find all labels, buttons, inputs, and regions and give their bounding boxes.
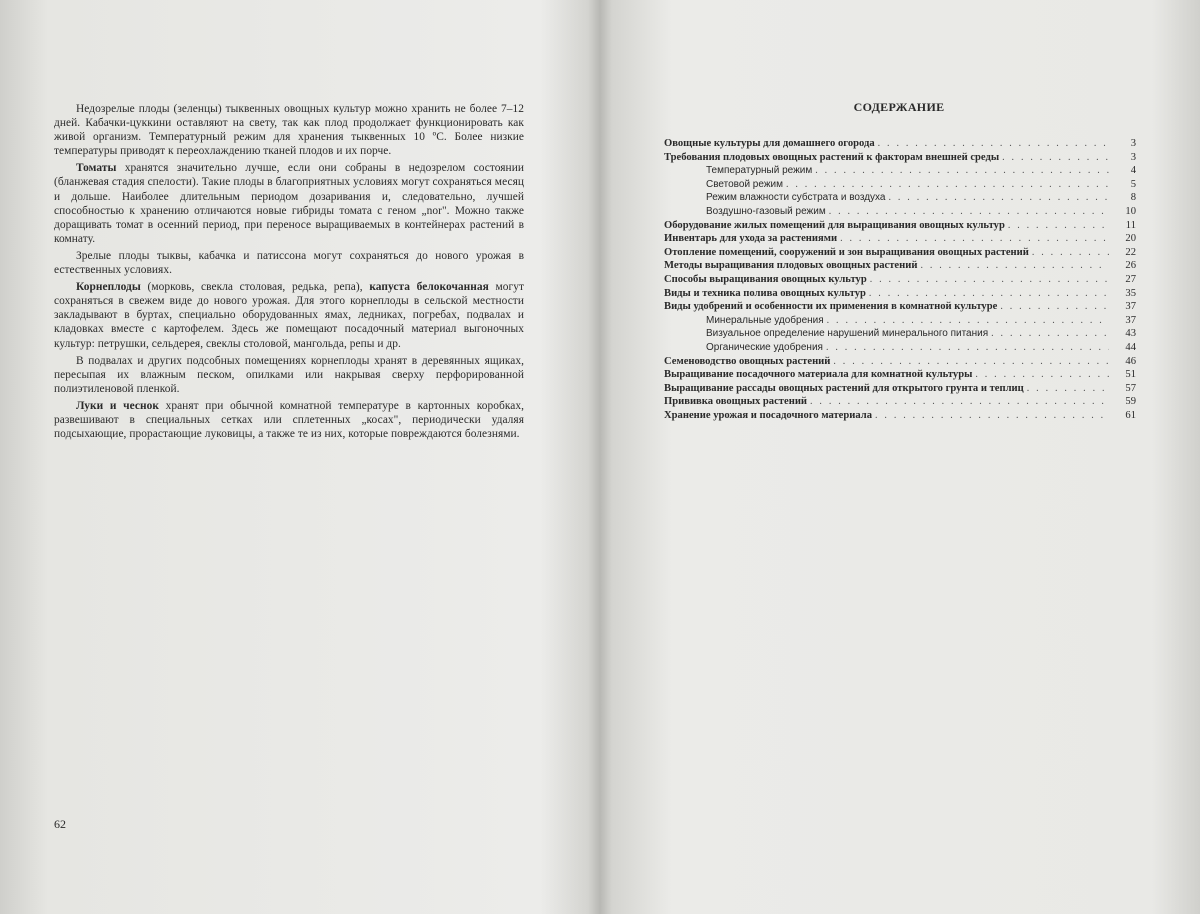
- paragraph-text: Недозрелые плоды (зеленцы) тыквенных овощных культур можно хранить не более 7–12 дней. Кабачки-цуккини оставляют на свету, так как плод продолжает функционировать как живой организм. Температурный режим для хранения тыквенных 10 ºС. Более низкие температуры приводят к переохлаждению тканей плодов и их порче.: [54, 103, 524, 158]
- term-tomatoes: Томаты: [76, 162, 117, 175]
- toc-entry-title: Режим влажности субстрата и воздуха: [706, 192, 886, 204]
- toc-entry-title: Температурный режим: [706, 165, 813, 177]
- paragraph-cellars: [54, 354, 524, 396]
- toc-leader-dots: [878, 137, 1109, 151]
- toc-entry-page: 37: [1125, 314, 1136, 326]
- toc-leader-dots: [786, 178, 1109, 192]
- toc-entry-page: 8: [1130, 192, 1136, 204]
- toc-entry-page: 59: [1125, 396, 1136, 408]
- toc-entry-title: Минеральные удобрения: [706, 314, 824, 326]
- toc-entry: [664, 246, 1136, 260]
- toc-entry-title: Оборудование жилых помещений для выращивания овощных культур: [664, 219, 1005, 231]
- toc-entry-page: 51: [1125, 369, 1136, 381]
- toc-entry-page: 61: [1125, 409, 1136, 421]
- left-page: [0, 0, 598, 914]
- toc-entry-title: Воздушно-газовый режим: [706, 205, 826, 217]
- toc-subentry: [664, 164, 1136, 178]
- toc-entry: [664, 368, 1136, 382]
- toc-leader-dots: [1032, 246, 1109, 260]
- paragraph-root-crops: [54, 280, 524, 350]
- toc-entry-title: Выращивание посадочного материала для комнатной культуры: [664, 369, 973, 381]
- toc-entry-page: 22: [1125, 246, 1136, 258]
- toc-heading: СОДЕРЖАНИЕ: [853, 100, 945, 114]
- right-page: [602, 0, 1200, 914]
- toc-entry: [664, 273, 1136, 287]
- toc-entry-title: Виды и техника полива овощных культур: [664, 287, 866, 299]
- paragraph-text: Зрелые плоды тыквы, кабачка и патиссона могут сохраняться до нового урожая в естественных условиях.: [54, 249, 524, 277]
- toc-entry-title: Способы выращивания овощных культур: [664, 273, 867, 285]
- toc-entry-title: Семеноводство овощных растений: [664, 355, 831, 367]
- toc-entry-title: Выращивание рассады овощных растений для открытого грунта и теплиц: [664, 382, 1024, 394]
- toc-entry-page: 10: [1125, 205, 1136, 217]
- toc-entry-page: 26: [1125, 260, 1136, 272]
- term-cabbage: капуста белокочанная: [369, 281, 489, 294]
- toc-entry-title: Виды удобрений и особенности их применения в комнатной культуре: [664, 301, 998, 313]
- paragraph-text: (морковь, свекла столовая, редька, репа),: [140, 281, 370, 294]
- toc-entry-title: Хранение урожая и посадочного материала: [664, 409, 873, 421]
- paragraph-text: могут сохраняться в свежем виде до нового урожая. Для этого корнеплоды в сельской местности закладывают в буртах, специально оборудованных ямах, ледниках, погребах, подвалах и кладовках вместе с картофелем. Здесь же помещают посадочный материал выгоночных культур: петрушки, сельдерея, свеклы столовой, мангольда, репы и др.: [54, 281, 524, 350]
- term-root-crops: Корнеплоды: [76, 281, 141, 294]
- toc-entry-page: 46: [1125, 355, 1136, 367]
- toc-entry: [664, 287, 1136, 301]
- storage-text: [54, 102, 524, 444]
- toc-entry-page: 11: [1125, 219, 1136, 231]
- term-onions-garlic: Луки и чеснок: [76, 399, 159, 412]
- toc-leader-dots: [991, 327, 1109, 341]
- toc-entry-page: 20: [1125, 233, 1136, 245]
- toc-subentry: [664, 327, 1136, 341]
- toc-leader-dots: [870, 273, 1109, 287]
- toc-entry: [664, 395, 1136, 409]
- toc-entry-page: 5: [1130, 178, 1136, 190]
- toc-entry-title: Световой режим: [706, 178, 783, 190]
- toc-leader-dots: [1008, 219, 1109, 233]
- toc-leader-dots: [1027, 382, 1109, 396]
- toc-entry: [664, 219, 1136, 233]
- toc-entry-title: Методы выращивания плодовых овощных растений: [664, 260, 918, 272]
- toc-leader-dots: [875, 409, 1109, 423]
- paragraph-text: хранятся значительно лучше, если они собраны в недозрелом состоянии (бланжевая стадия спелости). Такие плоды в благоприятных условиях могут сохраняться месяц и дольше. Наиболее длительным периодом дозаривания и, следовательно, лучшей способностью к хранению отличаются новые гибриды томата с геном „nor". Можно также доращивать томат в осенний период, при переносе выращиваемых в контейнерах растений в комнату.: [54, 162, 524, 245]
- toc-subentry: [664, 205, 1136, 219]
- toc-entry-title: Прививка овощных растений: [664, 396, 808, 408]
- toc-entry-title: Инвентарь для ухода за растениями: [664, 233, 838, 245]
- toc-entry-title: Визуальное определение нарушений минерального питания: [706, 328, 989, 340]
- toc-entry: [664, 151, 1136, 165]
- paragraph-text: хранят при обычной комнатной температуре в картонных коробках, развешивают в специальных сетках или сплетенных „косах", периодически удаляя подсыхающие, прорастающие луковицы, а также те из них, которые повреждаются болезнями.: [54, 399, 524, 441]
- toc-leader-dots: [1002, 151, 1109, 165]
- toc-entry: [664, 259, 1136, 273]
- toc-leader-dots: [920, 259, 1109, 273]
- toc-entry-page: 35: [1125, 287, 1136, 299]
- toc-leader-dots: [810, 395, 1109, 409]
- toc-entry-page: 44: [1125, 341, 1136, 353]
- toc-entry-page: 37: [1125, 301, 1136, 313]
- toc-entry-page: 57: [1125, 382, 1136, 394]
- toc-leader-dots: [975, 368, 1109, 382]
- toc-leader-dots: [829, 205, 1109, 219]
- paragraph-tomatoes: [54, 161, 524, 246]
- toc-subentry: [664, 341, 1136, 355]
- paragraph-onions: [54, 399, 524, 441]
- toc-entry: [664, 232, 1136, 246]
- paragraph-text: В подвалах и других подсобных помещениях корнеплоды хранят в деревянных ящиках, пересыпая их влажным песком, опилками или накрывая сверху перфорированной полиэтиленовой пленкой.: [54, 354, 524, 395]
- toc-leader-dots: [1000, 300, 1109, 314]
- toc-leader-dots: [833, 355, 1109, 369]
- toc-leader-dots: [889, 191, 1110, 205]
- toc-entry-page: 43: [1125, 328, 1136, 340]
- toc-subentry: [664, 178, 1136, 192]
- toc-entry: [664, 355, 1136, 369]
- toc-entry: [664, 382, 1136, 396]
- paragraph-pumpkin: [54, 249, 524, 277]
- toc-entry-title: Требования плодовых овощных растений к факторам внешней среды: [664, 151, 1000, 163]
- paragraph-zelentsy: [54, 102, 524, 158]
- toc-leader-dots: [826, 341, 1109, 355]
- toc-entry-title: Овощные культуры для домашнего огорода: [664, 138, 875, 149]
- toc-entry-title: Органические удобрения: [706, 341, 823, 353]
- toc-entry: [664, 409, 1136, 423]
- toc-entry: [664, 300, 1136, 314]
- toc-entry-page: 3: [1130, 138, 1136, 149]
- toc-leader-dots: [840, 232, 1109, 246]
- toc-entry-page: 4: [1130, 165, 1136, 177]
- toc-entry: [664, 137, 1136, 151]
- toc-subentry: [664, 314, 1136, 328]
- toc-entry-page: 3: [1130, 151, 1136, 163]
- toc-leader-dots: [827, 314, 1109, 328]
- toc-leader-dots: [869, 287, 1109, 301]
- toc-entry-title: Отопление помещений, сооружений и зон выращивания овощных растений: [664, 246, 1029, 258]
- toc-entry-page: 27: [1125, 273, 1136, 285]
- table-of-contents: [664, 137, 1136, 422]
- toc-subentry: [664, 191, 1136, 205]
- toc-leader-dots: [815, 164, 1109, 178]
- page-number: 62: [54, 817, 66, 831]
